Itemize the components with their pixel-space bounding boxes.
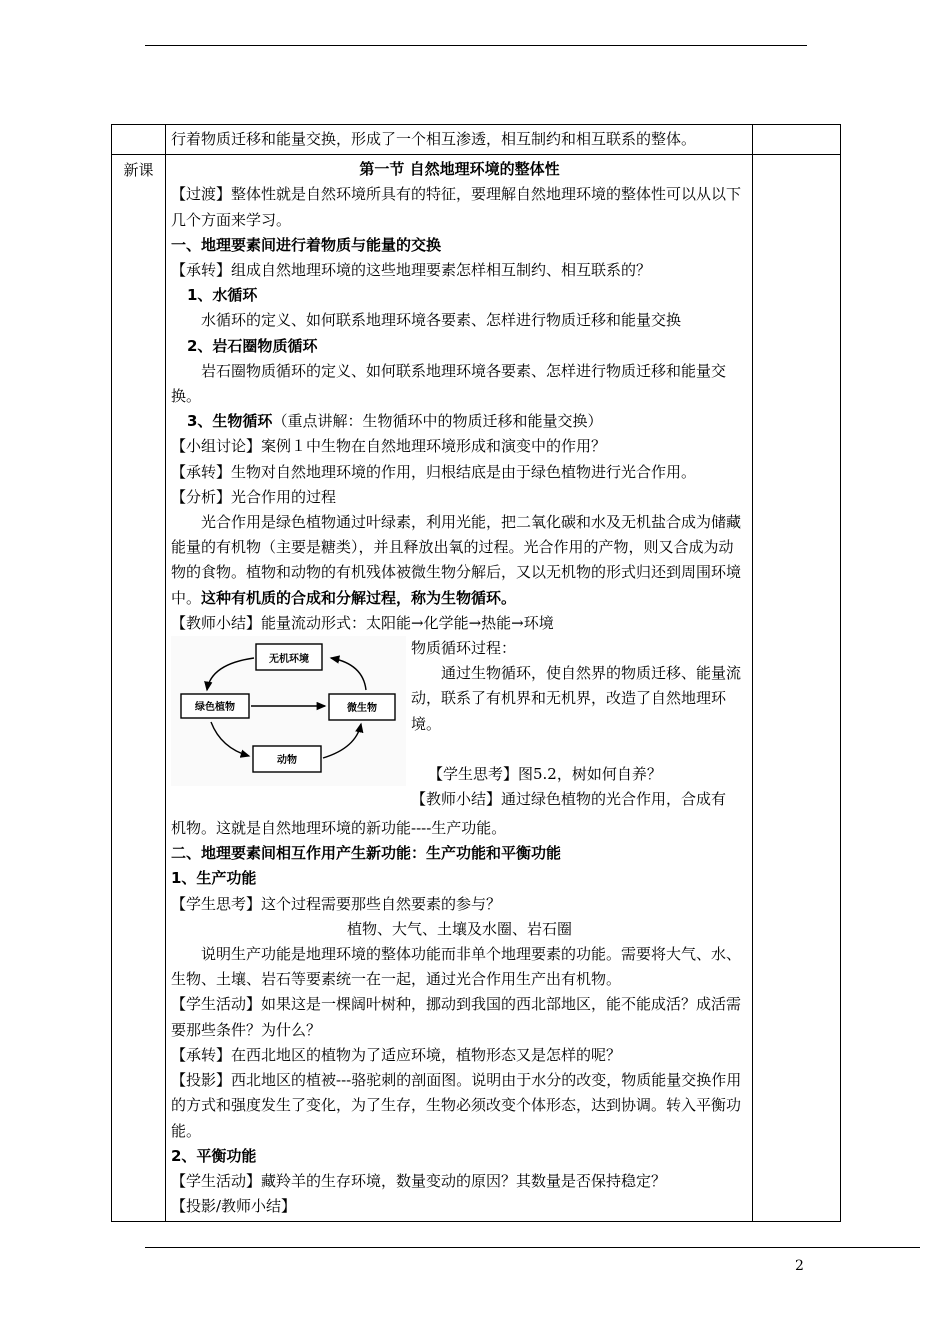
elements-answer: 植物、大气、土壤及水圈、岩石圈 [346, 919, 572, 938]
material-cycle-explanation: 通过生物循环，使自然界的物质迁移、能量流动，联系了有机界和无机界，改造了自然地理环境。 [411, 664, 742, 733]
transfer-text: 【承转】组成自然地理环境的这些地理要素怎样相互制约、相互联系的？ [171, 261, 652, 280]
node-animals: 动物 [277, 755, 297, 767]
heading-rock-cycle: 2、岩石圈物质循环 [187, 336, 318, 355]
water-cycle-text: 水循环的定义、如何联系地理环境各要素、怎样进行物质迁移和能量交换 [201, 311, 682, 330]
photosynthesis-paragraph [171, 510, 748, 611]
header-rule [145, 45, 807, 46]
photosynthesis-text: 光合作用是绿色植物通过叶绿素，利用光能，把二氧化碳和水及无机盐合成为储藏能量的有机物（主要是糖类），并且释放出氧的过程。光合作用的产物，则又合成为动物的食物。植物和动物的有机残体被微生物分解后，又以无机物的形式归还到周围环境中。 [171, 513, 742, 607]
continuation-text: 行着物质迁移和能量交换，形成了一个相互渗透，相互制约和相互联系的整体。 [171, 130, 697, 148]
student-thinking-tree: 【学生思考】图5.2，树如何自养？ [428, 764, 662, 783]
node-inorganic-environment: 无机环境 [269, 654, 309, 666]
heading-bio-cycle: 3、生物循环 [187, 412, 273, 431]
student-activity-antelope: 【学生活动】藏羚羊的生存环境，数量变动的原因？其数量是否保持稳定？ [171, 1171, 667, 1190]
projection-teacher-summary: 【投影/教师小结】 [171, 1197, 297, 1216]
bio-cycle-note: （重点讲解：生物循环中的物质迁移和能量交换） [272, 412, 603, 431]
heading-1: 一、地理要素间进行着物质与能量的交换 [171, 235, 442, 254]
analysis-text: 【分析】光合作用的过程 [171, 487, 337, 506]
transfer-text-2: 【承转】生物对自然地理环境的作用，归根结底是由于绿色植物进行光合作用。 [171, 462, 697, 481]
heading-bio-cycle-line [171, 409, 748, 434]
figure-block [171, 636, 748, 816]
notes-cell [753, 155, 841, 1222]
heading-balance-function: 2、平衡功能 [171, 1146, 257, 1165]
bio-cycle-definition: 这种有机质的合成和分解过程，称为生物循环。 [201, 588, 517, 607]
section-title: 第一节 自然地理环境的整体性 [359, 160, 560, 179]
node-microorganisms: 微生物 [347, 703, 377, 715]
teacher-summary-energy: 【教师小结】能量流动形式：太阳能→化学能→热能→环境 [171, 613, 554, 632]
material-cycle-heading: 物质循环过程： [411, 639, 517, 658]
footer-rule [145, 1247, 920, 1248]
production-function-note: 机物。这就是自然地理环境的新功能----生产功能。 [171, 819, 507, 838]
transition-text: 【过渡】整体性就是自然环境所具有的特征，要理解自然地理环境的整体性可以从以下几个方面来学习。 [171, 185, 742, 229]
student-activity-tree: 【学生活动】如果这是一棵阔叶树种，挪动到我国的西北部地区，能不能成活？成活需要那些条件？为什么？ [171, 995, 742, 1039]
node-green-plants: 绿色植物 [195, 702, 235, 714]
notes-cell-empty [753, 125, 841, 155]
new-lesson-row [112, 155, 841, 1222]
continuation-row [112, 125, 841, 155]
continuation-cell [166, 125, 753, 155]
page-number: 2 [795, 1258, 804, 1274]
lesson-content [166, 155, 753, 1222]
student-thinking-elements: 【学生思考】这个过程需要那些自然要素的参与？ [171, 894, 502, 913]
production-function-explanation: 说明生产功能是地理环境的整体功能而非单个地理要素的功能。需要将大气、水、生物、土壤、岩石等要素统一在一起，通过光合作用生产出有机物。 [171, 945, 742, 989]
projection-camel-thorn: 【投影】西北地区的植被---骆驼刺的剖面图。说明由于水分的改变，物质能量交换作用的方式和强度发生了变化，为了生存，生物必须改变个体形态，达到协调。转入平衡功能。 [171, 1071, 742, 1140]
figure-side-text [411, 636, 753, 812]
rock-cycle-text: 岩石圈物质循环的定义、如何联系地理环境各要素、怎样进行物质迁移和能量交换。 [171, 361, 727, 406]
heading-2: 二、地理要素间相互作用产生新功能：生产功能和平衡功能 [171, 844, 562, 863]
transfer-text-3: 【承转】在西北地区的植物为了适应环境，植物形态又是怎样的呢？ [171, 1045, 622, 1064]
material-cycle-diagram [171, 636, 406, 786]
teacher-summary-photosynthesis: 【教师小结】通过绿色植物的光合作用，合成有 [411, 790, 727, 809]
heading-production-function: 1、生产功能 [171, 869, 257, 888]
lesson-table [111, 124, 841, 1222]
label-cell-empty [112, 125, 166, 155]
row-label: 新课 [112, 155, 166, 1222]
group-discussion: 【小组讨论】案例１中生物在自然地理环境形成和演变中的作用？ [171, 437, 607, 456]
heading-water-cycle: 1、水循环 [187, 286, 258, 305]
